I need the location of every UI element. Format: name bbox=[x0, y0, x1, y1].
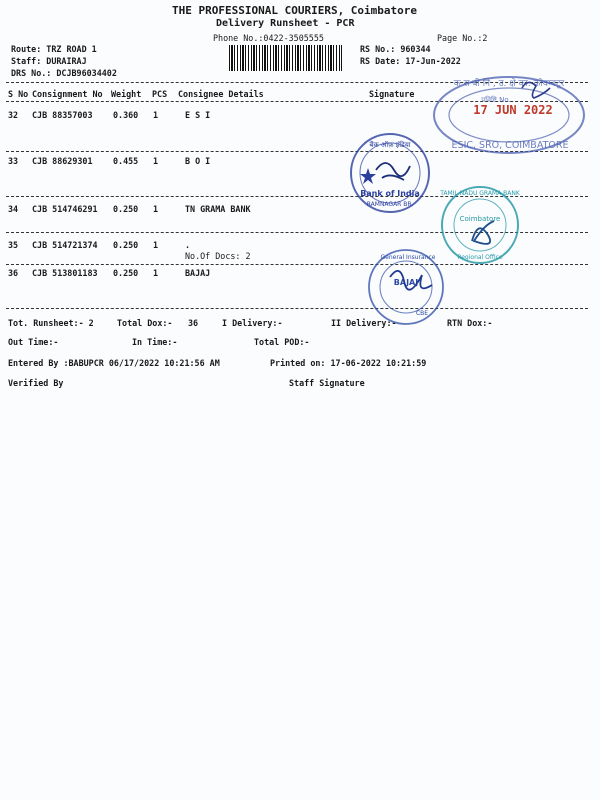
esic-name: ESIC, SRO, COIMBATORE bbox=[451, 140, 569, 151]
bajaj-stamp bbox=[364, 247, 474, 329]
col-consignee: Consignee Details bbox=[178, 89, 264, 99]
row-pcs: 1 bbox=[153, 156, 159, 166]
verified-by: Verified By bbox=[8, 378, 64, 388]
boi-name: Bank of India bbox=[360, 189, 420, 198]
row-consignee: BAJAJ bbox=[185, 268, 211, 278]
esic-stamp bbox=[430, 72, 588, 158]
row-weight: 0.455 bbox=[113, 156, 139, 166]
col-sno: S No bbox=[8, 89, 29, 99]
svg-text:प्रविष्टि No.: प्रविष्टि No. bbox=[481, 96, 511, 104]
barcode bbox=[229, 45, 342, 71]
i-delivery: I Delivery:- bbox=[222, 318, 283, 328]
row-consignment: CJB 88357003 bbox=[32, 110, 93, 120]
svg-text:RAMNAGAR BR.: RAMNAGAR BR. bbox=[366, 201, 414, 208]
row-sno: 34 bbox=[8, 204, 19, 214]
ii-delivery: II Delivery:- bbox=[331, 318, 397, 328]
total-runsheet: Tot. Runsheet:- 2 bbox=[8, 318, 94, 328]
total-dox-value: 36 bbox=[188, 318, 199, 328]
rtn-dox: RTN Dox:- bbox=[447, 318, 493, 328]
svg-text:क रा बी नि , उ. क्षे का. कोयम्: क रा बी नि , उ. क्षे का. कोयम्बटूर bbox=[453, 79, 565, 89]
svg-text:Regional Office: Regional Office bbox=[457, 254, 503, 261]
row-sno: 33 bbox=[8, 156, 19, 166]
row-weight: 0.250 bbox=[113, 204, 139, 214]
row-doc-count: No.Of Docs: 2 bbox=[185, 251, 251, 261]
row-pcs: 1 bbox=[153, 110, 159, 120]
drs-number: DRS No.: DCJB96034402 bbox=[11, 68, 117, 78]
row-pcs: 1 bbox=[153, 268, 159, 278]
row-pcs: 1 bbox=[153, 240, 159, 250]
col-consignment: Consignment No bbox=[32, 89, 103, 99]
row-consignment: CJB 513801183 bbox=[32, 268, 98, 278]
row-sno: 36 bbox=[8, 268, 19, 278]
row-pcs: 1 bbox=[153, 204, 159, 214]
row-weight: 0.250 bbox=[113, 240, 139, 250]
svg-text:Coimbatore: Coimbatore bbox=[459, 215, 501, 223]
row-sno: 35 bbox=[8, 240, 19, 250]
out-time: Out Time:- bbox=[8, 337, 59, 347]
printed-on: Printed on: 17-06-2022 10:21:59 bbox=[270, 358, 427, 368]
rs-number: RS No.: 960344 bbox=[360, 44, 431, 54]
staff-label: Staff: DURAIRAJ bbox=[11, 56, 87, 66]
entered-by: Entered By :BABUPCR 06/17/2022 10:21:56 AM bbox=[8, 358, 220, 368]
document-title: Delivery Runsheet - PCR bbox=[216, 18, 355, 29]
total-pod: Total POD:- bbox=[254, 337, 310, 347]
in-time: In Time:- bbox=[132, 337, 178, 347]
col-pcs: PCS bbox=[152, 89, 168, 99]
phone-number: Phone No.:0422-3505555 bbox=[213, 33, 324, 43]
row-weight: 0.250 bbox=[113, 268, 139, 278]
svg-text:CBE: CBE bbox=[415, 310, 429, 317]
row-consignment: CJB 88629301 bbox=[32, 156, 93, 166]
row-consignment: CJB 514721374 bbox=[32, 240, 98, 250]
row-consignee: B O I bbox=[185, 156, 211, 166]
row-weight: 0.360 bbox=[113, 110, 139, 120]
row-sno: 32 bbox=[8, 110, 19, 120]
tn-bank-name: TAMIL NADU GRAMA BANK bbox=[440, 190, 520, 197]
row-consignee: . bbox=[185, 240, 191, 250]
row-consignee: TN GRAMA BANK bbox=[185, 204, 251, 214]
rs-date: RS Date: 17-Jun-2022 bbox=[360, 56, 461, 66]
col-signature: Signature bbox=[369, 89, 415, 99]
esic-date: 17 JUN 2022 bbox=[473, 103, 553, 117]
boi-stamp bbox=[346, 130, 434, 216]
svg-text:बैंक ऑफ़ इंडिया: बैंक ऑफ़ इंडिया bbox=[369, 141, 411, 149]
route-label: Route: TRZ ROAD 1 bbox=[11, 44, 97, 54]
divider bbox=[6, 308, 588, 309]
page-number: Page No.:2 bbox=[437, 33, 488, 43]
row-consignee: E S I bbox=[185, 110, 211, 120]
bajaj-name: BAJAJ bbox=[393, 278, 419, 287]
total-dox-label: Total Dox:- bbox=[117, 318, 173, 328]
col-weight: Weight bbox=[111, 89, 142, 99]
svg-text:General Insurance: General Insurance bbox=[380, 254, 436, 261]
company-title: THE PROFESSIONAL COURIERS, Coimbatore bbox=[172, 4, 418, 17]
row-consignment: CJB 514746291 bbox=[32, 204, 98, 214]
staff-signature: Staff Signature bbox=[289, 378, 365, 388]
